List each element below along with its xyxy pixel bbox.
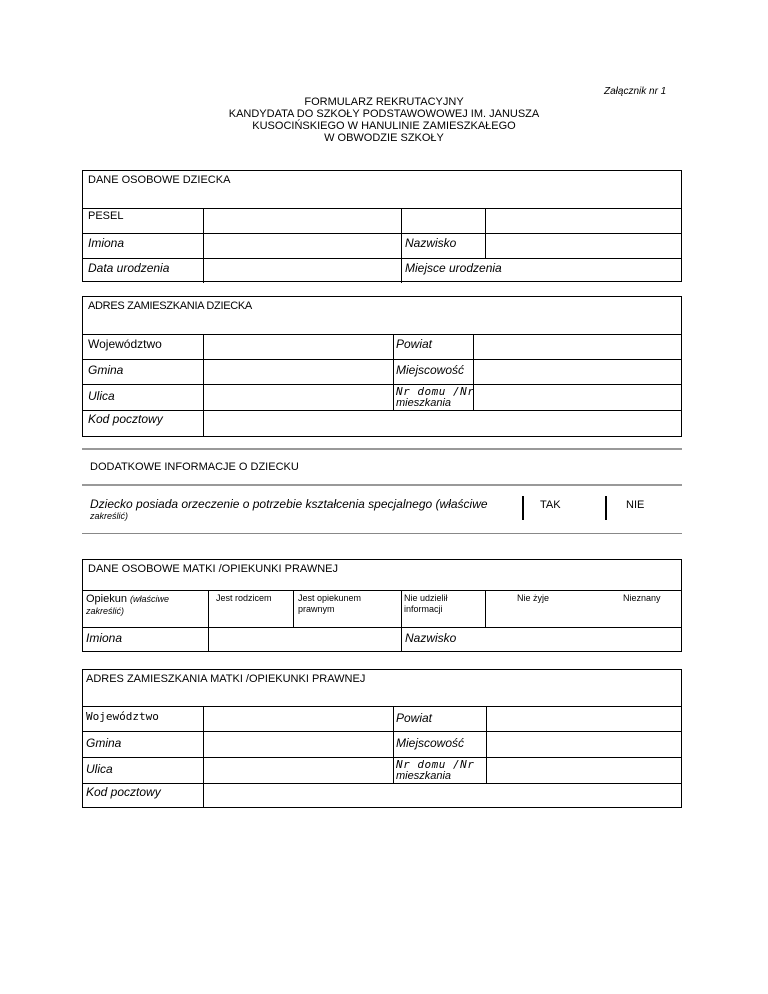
postal-code-field[interactable]: [204, 784, 681, 807]
title-line: KUSOCIŃSKIEGO W HANULINIE ZAMIESZKAŁEGO: [252, 120, 516, 132]
guardian-text: Opiekun: [86, 593, 127, 605]
option-no-info[interactable]: Nie udzielił informacji: [404, 593, 448, 614]
guardian-label: [86, 593, 169, 605]
section-header: ADRES ZAMIESZKANIA MATKI /OPIEKUNKI PRAWNEJ: [86, 673, 366, 685]
option-legal-guardian[interactable]: Jest opiekunem prawnym: [298, 593, 362, 614]
mother-first-names-field[interactable]: [209, 628, 401, 652]
divider: [82, 484, 682, 486]
locality-label: Miejscowość: [396, 363, 465, 377]
county-label: Powiat: [396, 711, 433, 725]
child-section: [82, 170, 682, 282]
house-no-label: Nr domu /Nr: [396, 758, 475, 771]
commune-field[interactable]: [204, 360, 393, 384]
annex-label: Załącznik nr 1: [604, 86, 667, 97]
divider: [82, 533, 682, 534]
commune-label: Gmina: [86, 736, 122, 750]
section-header: DANE OSOBOWE DZIECKA: [88, 174, 231, 186]
commune-label: Gmina: [88, 363, 124, 377]
first-names-label: Imiona: [88, 236, 125, 250]
locality-label: Miejscowość: [396, 736, 465, 750]
county-label: Powiat: [396, 337, 433, 351]
first-names-field[interactable]: [204, 234, 401, 258]
postal-code-label: Kod pocztowy: [86, 785, 161, 799]
mother-section: [82, 559, 682, 652]
form-title: [0, 96, 768, 144]
section-header: ADRES ZAMIESZKANIA DZIECKA: [88, 300, 252, 312]
title-line: FORMULARZ REKRUTACYJNY: [304, 96, 464, 108]
flat-no-label: mieszkania: [396, 397, 452, 409]
mother-surname-field[interactable]: [486, 628, 681, 652]
divider: [522, 496, 524, 520]
locality-field[interactable]: [487, 732, 681, 757]
house-no-field[interactable]: [487, 758, 681, 783]
surname-field[interactable]: [486, 234, 681, 258]
postal-code-field[interactable]: [204, 411, 681, 436]
birth-date-label: Data urodzenia: [88, 261, 170, 275]
house-no-field[interactable]: [474, 385, 681, 410]
child-address-section: [82, 296, 682, 437]
mother-surname-label: Nazwisko: [405, 631, 457, 645]
house-no-label: Nr domu /Nr: [396, 385, 475, 398]
locality-field[interactable]: [474, 360, 681, 384]
flat-no-label: mieszkania: [396, 770, 452, 782]
mother-first-names-label: Imiona: [86, 631, 123, 645]
mother-address-section: [82, 669, 682, 808]
option-unknown[interactable]: Nieznany: [623, 593, 661, 603]
county-field[interactable]: [474, 335, 681, 359]
guardian-note: (właściwe: [130, 594, 170, 604]
voivodeship-field[interactable]: [204, 707, 393, 731]
section-header: DODATKOWE INFORMACJE O DZIECKU: [90, 461, 299, 473]
option-no[interactable]: NIE: [626, 499, 645, 511]
voivodeship-label: Województwo: [86, 710, 159, 723]
title-line: KANDYDATA DO SZKOŁY PODSTAWOWOWEJ IM. JANUSZA: [228, 108, 540, 120]
section-header: DANE OSOBOWE MATKI /OPIEKUNKI PRAWNEJ: [88, 563, 338, 575]
option-deceased[interactable]: Nie żyje: [517, 593, 550, 603]
commune-field[interactable]: [204, 732, 393, 757]
birth-place-label: Miejsce urodzenia: [405, 261, 502, 275]
birth-date-field[interactable]: [204, 259, 401, 282]
guardian-note-cont: zakreślić): [86, 606, 125, 616]
street-field[interactable]: [204, 385, 393, 410]
special-needs-statement-cont: zakreślić): [90, 511, 129, 521]
street-field[interactable]: [204, 758, 393, 783]
divider: [82, 448, 682, 450]
pesel-label: PESEL: [88, 210, 124, 222]
street-label: Ulica: [88, 389, 115, 403]
special-needs-statement: Dziecko posiada orzeczenie o potrzebie kształcenia specjalnego (właściwe: [90, 497, 488, 511]
voivodeship-field[interactable]: [204, 335, 393, 359]
voivodeship-label: Województwo: [88, 337, 162, 351]
title-line: W OBWODZIE SZKOŁY: [324, 132, 444, 144]
postal-code-label: Kod pocztowy: [88, 412, 163, 426]
pesel-field[interactable]: [204, 209, 401, 233]
street-label: Ulica: [86, 762, 113, 776]
county-field[interactable]: [487, 707, 681, 731]
divider: [605, 496, 607, 520]
option-yes[interactable]: TAK: [540, 499, 561, 511]
option-parent[interactable]: Jest rodzicem: [216, 593, 272, 603]
surname-label: Nazwisko: [405, 236, 457, 250]
